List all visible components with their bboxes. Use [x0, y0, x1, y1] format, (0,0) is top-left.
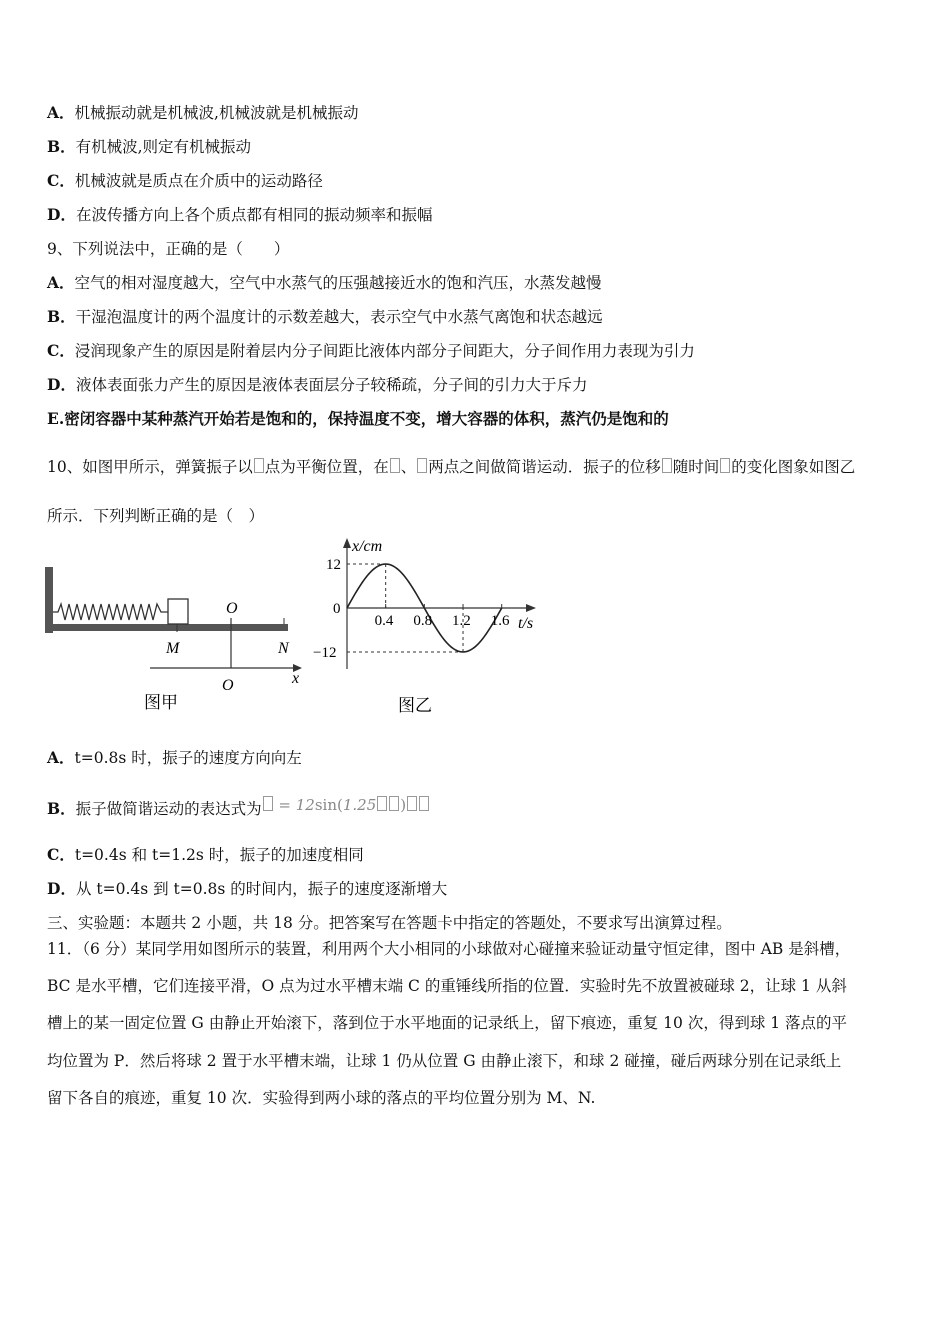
q9-option-b: B．干湿泡温度计的两个温度计的示数差越大，表示空气中水蒸气离饱和状态越远: [47, 307, 603, 326]
q10-stem-line2: 所示．下列判断正确的是（ ）: [47, 507, 265, 525]
q8-option-c: C．机械波就是质点在介质中的运动路径: [47, 171, 323, 190]
y-tick-label: −12: [313, 645, 337, 661]
label-o-axis: O: [222, 677, 234, 694]
y-axis-label: x/cm: [352, 538, 383, 555]
missing-glyph-icon: [254, 458, 264, 473]
missing-glyph-icon: [419, 796, 429, 811]
y-tick-label: 0: [333, 601, 341, 617]
q9-option-c: C．浸润现象产生的原因是附着层内分子间距比液体内部分子间距大，分子间作用力表现为引力: [47, 341, 695, 360]
missing-glyph-icon: [662, 458, 672, 473]
q10-option-b: B．振子做简谐运动的表达式为 = 12sin(1.25 ): [47, 795, 430, 819]
q11-line-4: 均位置为 P．然后将球 2 置于水平槽末端，让球 1 仍从位置 G 由静止滚下，和球 2 碰撞，碰后两球分别在记录纸上: [47, 1052, 842, 1070]
oscillator-block: [168, 599, 188, 624]
q9-stem: 9、下列说法中，正确的是（ ）: [47, 240, 290, 258]
x-tick-label: 1.2: [452, 613, 471, 629]
floor: [45, 624, 288, 631]
y-axis-arrow-icon: [343, 538, 351, 548]
q9-option-d: D．液体表面张力产生的原因是液体表面层分子较稀疏，分子间的引力大于斥力: [47, 375, 588, 394]
q10-option-d: D．从 t=0.4s 到 t=0.8s 的时间内，振子的速度逐渐增大: [47, 879, 448, 898]
figure-spring-oscillator: [40, 560, 320, 720]
missing-glyph-icon: [720, 458, 730, 473]
missing-glyph-icon: [377, 796, 387, 811]
q11-line-2: BC 是水平槽，它们连接平滑，O 点为过水平槽末端 C 的重锤线所指的位置．实验时先不放置被碰球 2，让球 1 从斜: [47, 977, 847, 995]
q9-option-e: E.密闭容器中某种蒸汽开始若是饱和的，保持温度不变，增大容器的体积，蒸汽仍是饱和的: [47, 409, 669, 428]
label-o-top: O: [226, 600, 238, 617]
q11-line-3: 槽上的某一固定位置 G 由静止开始滚下，落到位于水平地面的记录纸上，留下痕迹，重复 10 次，得到球 1 落点的平: [47, 1014, 848, 1032]
q11-line-1: 11．（6 分）某同学用如图所示的装置，利用两个大小相同的小球做对心碰撞来验证动量守恒定律，图中 AB 是斜槽，: [47, 940, 851, 958]
x-tick-label: 0.8: [413, 613, 433, 629]
x-axis-label: t/s: [518, 615, 534, 632]
missing-glyph-icon: [407, 796, 417, 811]
q8-option-a: A．机械振动就是机械波,机械波就是机械振动: [47, 103, 359, 122]
q8-option-d: D．在波传播方向上各个质点都有相同的振动频率和振幅: [47, 205, 433, 224]
q10-stem-line1: 10、如图甲所示，弹簧振子以 点为平衡位置，在 、 两点之间做简谐运动．振子的位移 随时间 的变化图象如图乙: [47, 458, 856, 476]
q10-option-a: A．t=0.8s 时，振子的速度方向向左: [47, 748, 302, 767]
missing-glyph-icon: [417, 458, 427, 473]
x-tick-label: 0.4: [374, 613, 394, 629]
missing-glyph-icon: [263, 796, 273, 811]
label-m: M: [166, 640, 180, 657]
caption-fig-a: 图甲: [144, 693, 178, 713]
missing-glyph-icon: [389, 796, 399, 811]
x-tick-label: 1.6: [490, 613, 510, 629]
q11-line-5: 留下各自的痕迹，重复 10 次．实验得到两小球的落点的平均位置分别为 M、N.: [47, 1089, 596, 1107]
missing-glyph-icon: [390, 458, 400, 473]
spring: [53, 604, 168, 620]
sho-formula: = 12sin(1.25 ): [262, 796, 431, 814]
label-n: N: [278, 640, 289, 657]
wall: [45, 567, 53, 633]
section-3-heading: 三、实验题：本题共 2 小题，共 18 分。把答案写在答题卡中指定的答题处，不要求写出演算过程。: [47, 914, 732, 932]
q8-option-b: B．有机械波,则定有机械振动: [47, 137, 252, 156]
q9-option-a: A．空气的相对湿度越大，空气中水蒸气的压强越接近水的饱和汽压，水蒸发越慢: [47, 273, 602, 292]
label-x: x: [292, 670, 300, 687]
q10-option-c: C．t=0.4s 和 t=1.2s 时，振子的加速度相同: [47, 845, 364, 864]
y-tick-label: 12: [326, 557, 341, 573]
figure-displacement-time-graph: [310, 533, 550, 720]
caption-fig-b: 图乙: [398, 696, 432, 716]
t-axis-arrow-icon: [526, 604, 536, 612]
